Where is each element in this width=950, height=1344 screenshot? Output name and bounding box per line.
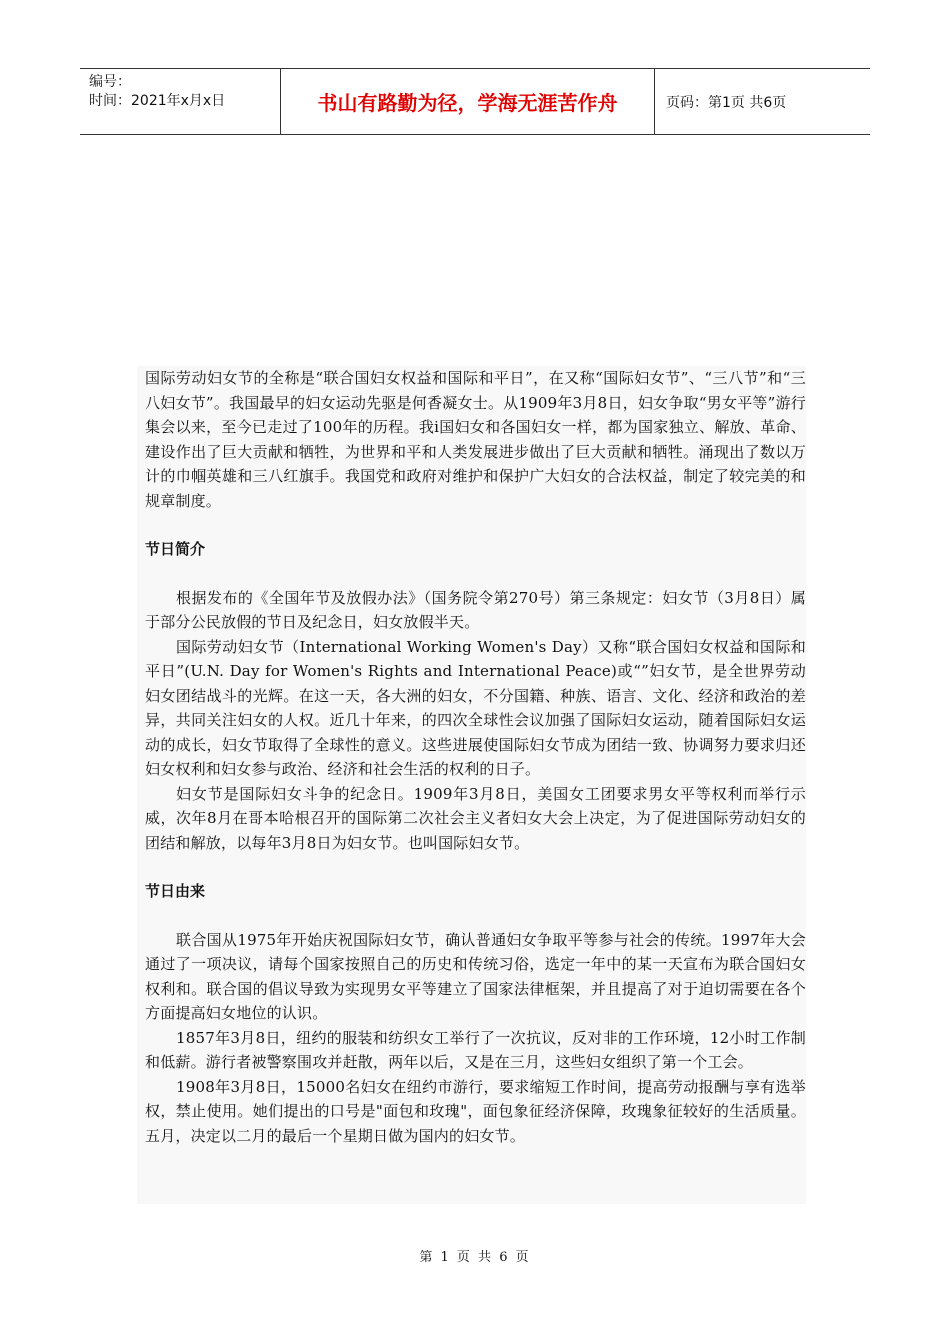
header-meta-cell — [80, 69, 281, 134]
header-page-code: 页码：第1页 共6页 — [666, 94, 787, 111]
paragraph: 国际劳动妇女节（International Working Women's Day）又称“联合国妇女权益和国际和平日”(U.N. Day for Women's Rights and International Peace)或“”妇女节，是全世界劳动妇女团结战斗的光辉。在这一天，各大洲的妇女，不分国籍、种族、语言、文化、经济和政治的差异，共同关注妇女的人权。近几十年来，的四次全球性会议加强了国际妇女运动，随着国际妇女运动的成长，妇女节取得了全球性的意义。这些进展使国际妇女节成为团结一致、协调努力要求归还妇女权利和妇女参与政治、经济和社会生活的权利的日子。 — [145, 637, 806, 778]
paragraph: 1908年3月8日，15000名妇女在纽约市游行，要求缩短工作时间，提高劳动报酬与享有选举权，禁止使用。她们提出的口号是"面包和玫瑰"，面包象征经济保障，玫瑰象征较好的生活质量。五月，决定以二月的最后一个星期日做为国内的妇女节。 — [145, 1077, 806, 1145]
paragraph: 联合国从1975年开始庆祝国际妇女节，确认普通妇女争取平等参与社会的传统。1997年大会通过了一项决议，请每个国家按照自己的历史和传统习俗，选定一年中的某一天宣布为联合国妇女权利和。联合国的倡议导致为实现男女平等建立了国家法律框架，并且提高了对于迫切需要在各个方面提高妇女地位的认识。 — [145, 930, 806, 1022]
paragraph: 1857年3月8日，纽约的服装和纺织女工举行了一次抗议，反对非的工作环境，12小时工作制和低薪。游行者被警察围攻并赶散，两年以后，又是在三月，这些妇女组织了第一个工会。 — [145, 1028, 806, 1071]
document-date-label: 时间：2021年x月x日 — [89, 93, 226, 109]
paragraph: 根据发布的《全国年节及放假办法》（国务院令第270号）第三条规定：妇女节（3月8日）属于部分公民放假的节日及纪念日，妇女放假半天。 — [145, 588, 806, 631]
page-header — [80, 68, 870, 135]
header-motto: 书山有路勤为径，学海无涯苦作舟 — [281, 69, 655, 134]
intro-paragraph: 国际劳动妇女节的全称是“联合国妇女权益和国际和平日”，在又称“国际妇女节”、“三八节”和“三八妇女节”。我国最早的妇女运动先驱是何香凝女士。从1909年3月8日，妇女争取“男女平等”游行集会以来，至今已走过了100年的历程。我i国妇女和各国妇女一样，都为国家独立、解放、革命、建设作出了巨大贡献和牺牲，为世界和平和人类发展进步做出了巨大贡献和牺牲。涌现出了数以万计的巾帼英雄和三八红旗手。我国党和政府对维护和保护广大妇女的合法权益，制定了较完美的和规章制度。 — [145, 369, 806, 510]
document-body — [137, 366, 806, 1204]
document-number-label: 编号： — [89, 74, 131, 90]
page-footer: 第 1 页 共 6 页 — [419, 1250, 531, 1265]
section-heading-intro: 节日简介 — [145, 540, 206, 558]
paragraph: 妇女节是国际妇女斗争的纪念日。1909年3月8日，美国女工团要求男女平等权利而举行示威，次年8月在哥本哈根召开的国际第二次社会主义者妇女大会上决定，为了促进国际劳动妇女的团结和解放，以每年3月8日为妇女节。也叫国际妇女节。 — [145, 784, 806, 852]
section-heading-origin: 节日由来 — [145, 882, 206, 900]
